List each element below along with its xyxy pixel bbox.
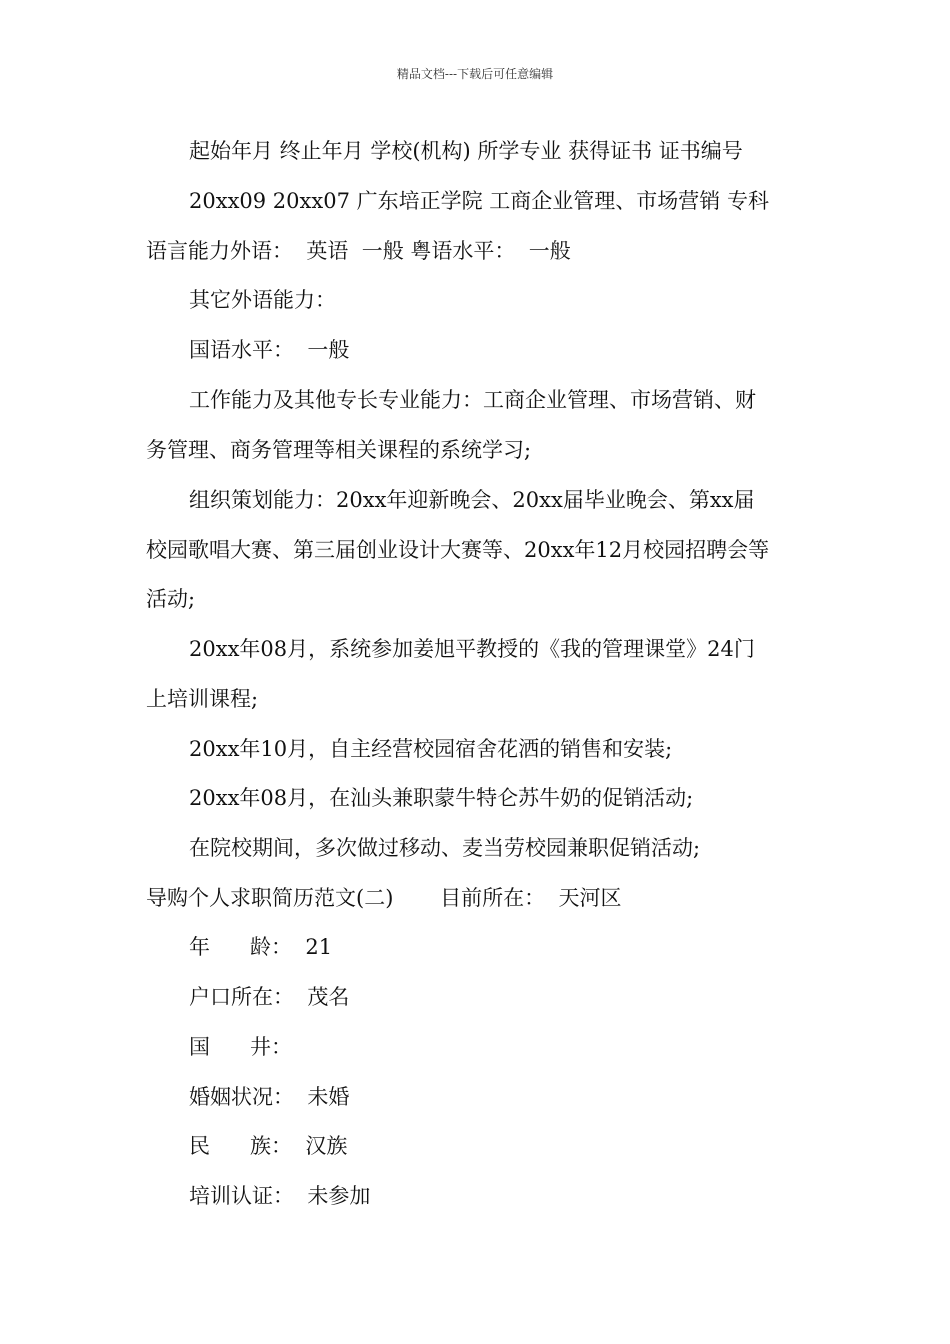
text-line: 组织策划能力：20xx年迎新晚会、20xx届毕业晚会、第xx届 xyxy=(189,488,755,512)
text-line: 20xx年08月，系统参加姜旭平教授的《我的管理课堂》24门 xyxy=(189,637,755,661)
text-line: 务管理、商务管理等相关课程的系统学习; xyxy=(146,438,532,462)
text-line: 在院校期间，多次做过移动、麦当劳校园兼职促销活动; xyxy=(189,836,701,860)
text-line: 国 井： xyxy=(189,1035,293,1059)
text-line: 其它外语能力： xyxy=(189,288,336,312)
section-title: 导购个人求职简历范文(二) 目前所在： 天河区 xyxy=(146,886,622,910)
text-line: 年 龄： 21 xyxy=(189,935,333,959)
text-line: 校园歌唱大赛、第三届创业设计大赛等、20xx年12月校园招聘会等 xyxy=(146,538,770,562)
text-line: 起始年月 终止年月 学校(机构) 所学专业 获得证书 证书编号 xyxy=(189,139,743,163)
text-line: 国语水平： 一般 xyxy=(189,338,350,362)
text-line: 语言能力外语： 英语 一般 粤语水平： 一般 xyxy=(146,239,571,263)
text-line: 培训认证： 未参加 xyxy=(189,1184,371,1208)
page-header: 精品文档---下载后可任意编辑 xyxy=(396,67,554,81)
text-line: 民 族： 汉族 xyxy=(189,1134,348,1158)
text-line: 上培训课程; xyxy=(146,687,259,711)
text-line: 活动; xyxy=(146,587,196,611)
text-line: 工作能力及其他专长专业能力：工商企业管理、市场营销、财 xyxy=(189,388,756,412)
text-line: 婚姻状况： 未婚 xyxy=(189,1085,350,1109)
text-line: 20xx年10月，自主经营校园宿舍花洒的销售和安装; xyxy=(189,737,673,761)
text-line: 20xx09 20xx07 广东培正学院 工商企业管理、市场营销 专科 xyxy=(189,189,769,213)
text-line: 20xx年08月，在汕头兼职蒙牛特仑苏牛奶的促销活动; xyxy=(189,786,694,810)
text-line: 户口所在： 茂名 xyxy=(189,985,350,1009)
